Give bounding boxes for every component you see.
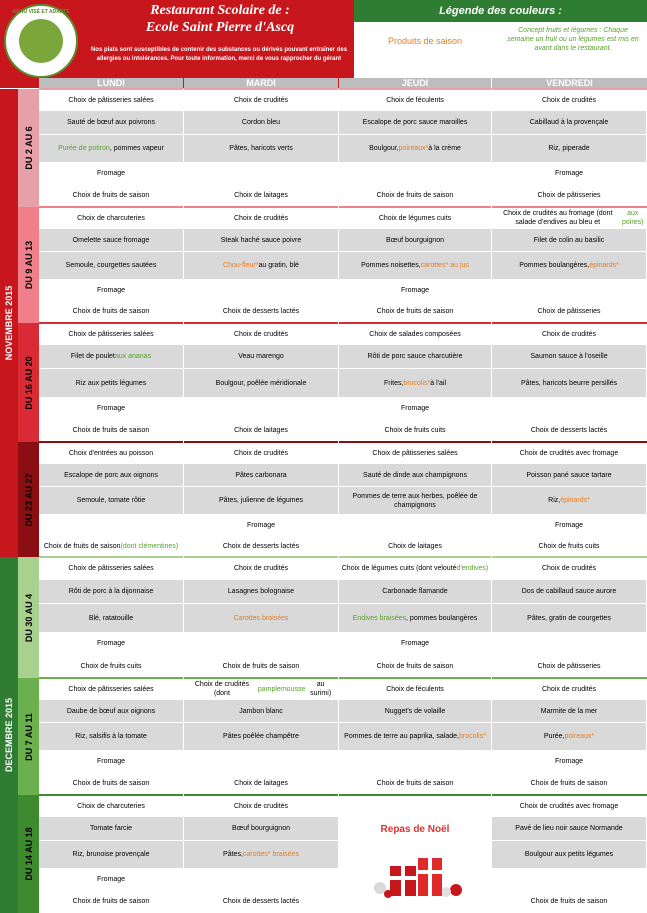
- column-divider: [183, 89, 184, 913]
- menu-item: [184, 163, 338, 183]
- menu-item: Choix de salades composées: [369, 330, 461, 338]
- menu-item: Saumon sauce à l'oseille: [492, 345, 646, 368]
- menu-item: Boulgour, poireaux* à la crème: [339, 135, 491, 162]
- menu-item: Purée, poireaux*: [492, 723, 646, 750]
- menu-item: Choix de desserts lactés: [530, 426, 608, 434]
- menu-item: Choix de pâtisseries salées: [68, 330, 154, 338]
- menu-item: Cordon bleu: [184, 111, 338, 134]
- menu-item: Dos de cabillaud sauce aurore: [492, 580, 646, 603]
- legend-saison: Produits de saison: [387, 36, 463, 46]
- menu-item: Choix de crudités avec fromage: [519, 449, 619, 457]
- legend-panel: [354, 0, 647, 88]
- menu-item: Choix de féculents: [386, 96, 444, 104]
- menu-item: Chou-fleur* au gratin, blé: [184, 252, 338, 279]
- menu-item: Choix de fruits de saison: [376, 779, 454, 787]
- menu-item: Choix de crudités: [233, 214, 289, 222]
- menu-item: Fromage: [96, 286, 125, 294]
- menu-item: Purée de potiron , pommes vapeur: [39, 135, 183, 162]
- menu-item: Pommes noisettes, carottes* au jus: [339, 252, 491, 279]
- logo-emblem-icon: [19, 19, 63, 63]
- menu-item: Riz aux petits légumes: [39, 369, 183, 397]
- menu-item: Pâtes, julienne de légumes: [184, 487, 338, 514]
- menu-item: Choix de légumes cuits (dont velouté d'endives): [341, 565, 489, 572]
- title-line-2: Ecole Saint Pierre d'Ascq: [145, 20, 295, 35]
- menu-item: Choix de crudités: [541, 96, 597, 104]
- menu-item: Choix de fruits de saison: [376, 308, 454, 315]
- menu-item: Pommes boulangères, épinards*: [492, 252, 646, 279]
- menu-item: Choix de fruits de saison: [72, 191, 150, 199]
- menu-item: Semoule, courgettes sautées: [39, 252, 183, 279]
- month-bar-decembre: [0, 557, 18, 913]
- menu-item: Choix de desserts lactés: [222, 897, 300, 905]
- menu-item: Fromage: [400, 404, 429, 412]
- week-label: [18, 442, 39, 557]
- week-label-text: DU 16 AU 20: [23, 355, 34, 410]
- menu-item: [184, 398, 338, 418]
- menu-item: Choix de charcuteries: [77, 214, 145, 222]
- menu-item: Choix de fruits cuits: [384, 426, 446, 434]
- menu-item: [184, 633, 338, 654]
- menu-item: Pavé de lieu noir sauce Normande: [492, 817, 646, 840]
- menu-item: Choix de laitages: [234, 426, 288, 434]
- week-label-text: DU 14 AU 18: [23, 827, 34, 881]
- menu-item: Daube de bœuf aux oignons: [39, 700, 183, 722]
- week-label-text: DU 30 AU 4: [23, 593, 34, 642]
- logo-text: MENU VISÉ ET ADAPTÉ: [12, 9, 70, 15]
- menu-item: Riz, brunoise provençale: [39, 841, 183, 868]
- menu-item: Fromage: [246, 521, 275, 529]
- month-label: NOVEMBRE 2015: [4, 285, 14, 361]
- christmas-gifts-icon: [368, 848, 468, 900]
- menu-item: Fromage: [554, 757, 583, 765]
- menu-item: Choix de fruits de saison: [72, 779, 150, 787]
- menu-item: Fromage: [96, 404, 125, 412]
- menu-item: Choix de charcuteries: [77, 802, 145, 810]
- menu-item: [39, 515, 183, 535]
- legend-title: Légende des couleurs :: [354, 0, 647, 22]
- menu-item: [184, 869, 338, 889]
- menu-item: Filet de colin au basilic: [492, 229, 646, 251]
- menu-item: Choix de fruits de saison: [376, 662, 454, 670]
- menu-item: Choix de pâtisseries salées: [68, 96, 154, 104]
- allergen-notice: Nos plats sont susceptibles de contenir des substances ou dérivés pouvant entraîner des allergies ou intolérances. Pour toute information, merci de vous rapprocher du gérant: [90, 47, 348, 62]
- menu-item: Pâtes, gratin de courgettes: [492, 604, 646, 632]
- menu-item: Marmite de la mer: [492, 700, 646, 722]
- menu-item: Choix de crudités avec fromage: [519, 802, 619, 810]
- menu-item: Choix de fruits de saison (dont clémentines): [43, 542, 179, 550]
- menu-item: Choix de crudités: [233, 802, 289, 810]
- menu-item: [492, 869, 646, 889]
- menu-item: [184, 751, 338, 771]
- menu-item: [492, 398, 646, 418]
- menu-item: Choix de fruits de saison: [72, 897, 150, 905]
- menu-item: Choix de fruits cuits: [538, 542, 600, 550]
- week-label-text: DU 9 AU 13: [23, 240, 34, 290]
- column-divider: [338, 89, 339, 913]
- month-bar-novembre: [0, 89, 18, 557]
- menu-item: Choix de desserts lactés: [222, 308, 300, 315]
- menu-item: Fromage: [96, 757, 125, 765]
- menu-item: Pâtes, carottes* braisées: [184, 841, 338, 868]
- menu-item: Jambon blanc: [184, 700, 338, 722]
- menu-item: Nugget's de volaille: [339, 700, 491, 722]
- menu-item: Cabillaud à la provençale: [492, 111, 646, 134]
- menu-item: Poisson pané sauce tartare: [492, 464, 646, 486]
- menu-item: Choix de laitages: [234, 779, 288, 787]
- title-line-1: Restaurant Scolaire de :: [150, 3, 290, 18]
- menu-item: Veau marengo: [184, 345, 338, 368]
- week-label: [18, 207, 39, 323]
- menu-item: Filet de poulet aux ananas: [39, 345, 183, 368]
- menu-item: Choix de crudités: [233, 330, 289, 338]
- menu-item: Choix de crudités: [541, 330, 597, 338]
- day-header-vendredi: VENDREDI: [492, 78, 647, 89]
- week-label: [18, 678, 39, 795]
- menu-item: Boulgour, poêlée méridionale: [184, 369, 338, 397]
- menu-item: Choix de crudités au fromage (dont salade d'endives au bleu et aux poires): [503, 210, 644, 226]
- menu-item: Choix de crudités: [233, 449, 289, 457]
- day-header-mardi: MARDI: [184, 78, 338, 89]
- menu-item: Carottes braisées: [184, 604, 338, 632]
- menu-item: Carbonade flamande: [339, 580, 491, 603]
- menu-item: Fromage: [96, 640, 125, 647]
- menu-item: Tomate farcie: [39, 817, 183, 840]
- menu-item: Rôti de porc à la dijonnaise: [39, 580, 183, 603]
- menu-item: Choix de crudités: [541, 565, 597, 572]
- menu-item: [492, 633, 646, 654]
- menu-item: Choix de desserts lactés: [222, 542, 300, 550]
- day-header-lundi: LUNDI: [39, 78, 183, 89]
- legend-concept: Concept fruits et légumes : Chaque semaine un fruit ou un légumes est mis en avant dans le restaurant.: [507, 27, 639, 52]
- menu-item: Pâtes, haricots beurre persillés: [492, 369, 646, 397]
- menu-item: Semoule, tomate rôtie: [39, 487, 183, 514]
- menu-item: Choix de pâtisseries: [537, 308, 601, 315]
- menu-item: [339, 163, 491, 183]
- menu-item: Endives braisées , pommes boulangères: [339, 604, 491, 632]
- menu-item: Pâtes poêlée champêtre: [184, 723, 338, 750]
- menu-item: Choix de laitages: [388, 542, 442, 550]
- menu-item: [492, 280, 646, 300]
- menu-item: Riz, piperade: [492, 135, 646, 162]
- menu-item: Pâtes carbonara: [184, 464, 338, 486]
- menu-item: Boulgour aux petits légumes: [492, 841, 646, 868]
- menu-item: Riz, épinards*: [492, 487, 646, 514]
- menu-item: Choix de pâtisseries salées: [372, 449, 458, 457]
- noel-title: Repas de Noël: [380, 824, 450, 835]
- month-label: DECEMBRE 2015: [4, 697, 14, 773]
- menu-item: Escalope de porc sauce maroilles: [339, 111, 491, 134]
- week-label-text: DU 7 AU 11: [23, 712, 34, 761]
- menu-item: Choix de pâtisseries: [537, 662, 601, 670]
- menu-item: Bœuf bourguignon: [339, 229, 491, 251]
- logo: [4, 4, 78, 78]
- menu-item: Choix de pâtisseries salées: [68, 685, 154, 693]
- menu-item: Omelette sauce fromage: [39, 229, 183, 251]
- menu-item: Choix de crudités: [541, 685, 597, 693]
- menu-item: Lasagnes bolognaise: [184, 580, 338, 603]
- week-label: [18, 557, 39, 678]
- menu-item: Steak haché sauce poivre: [184, 229, 338, 251]
- menu-item: Choix de crudités (dont pamplemousse au surimi): [194, 681, 332, 697]
- menu-item: Choix de fruits cuits: [80, 662, 142, 670]
- menu-item: Fromage: [554, 169, 583, 177]
- menu-item: Fromage: [96, 169, 125, 177]
- menu-item: Riz, salsifis à la tomate: [39, 723, 183, 750]
- menu-item: Choix de pâtisseries salées: [68, 565, 154, 572]
- menu-item: Choix de crudités: [233, 565, 289, 572]
- menu-item: Pommes de terre aux herbes, poêlée de champignons: [339, 487, 491, 514]
- menu-item: Sauté de dinde aux champignons: [339, 464, 491, 486]
- menu-item: Choix de fruits de saison: [530, 897, 608, 905]
- week-label-text: DU 23 AU 27: [23, 472, 34, 527]
- column-divider: [491, 89, 492, 913]
- menu-item: Choix de fruits de saison: [530, 779, 608, 787]
- restaurant-header: [0, 0, 354, 88]
- menu-item: Fromage: [554, 521, 583, 529]
- menu-item: [339, 515, 491, 535]
- menu-item: Choix de fruits de saison: [376, 191, 454, 199]
- page-title: [90, 2, 350, 36]
- day-header-jeudi: JEUDI: [339, 78, 491, 89]
- menu-item: Blé, ratatouille: [39, 604, 183, 632]
- menu-item: Sauté de bœuf aux poivrons: [39, 111, 183, 134]
- menu-item: Choix de laitages: [234, 191, 288, 199]
- week-label-text: DU 2 AU 6: [23, 126, 34, 170]
- menu-item: Choix de pâtisseries: [537, 191, 601, 199]
- menu-item: Frites, brocolis* à l'ail: [339, 369, 491, 397]
- menu-item: Choix de crudités: [233, 96, 289, 104]
- menu-item: Choix d'entrées au poisson: [68, 449, 154, 457]
- menu-item: Choix de féculents: [386, 685, 444, 693]
- menu-item: [184, 280, 338, 300]
- menu-item: [339, 751, 491, 771]
- week-label: [18, 323, 39, 442]
- week-label: [18, 89, 39, 207]
- menu-item: Rôti de porc sauce charcutière: [339, 345, 491, 368]
- menu-item: Bœuf bourguignon: [184, 817, 338, 840]
- menu-item: Fromage: [96, 875, 125, 883]
- menu-item: Choix de fruits de saison: [72, 308, 150, 315]
- menu-item: Escalope de porc aux oignons: [39, 464, 183, 486]
- week-label: [18, 795, 39, 913]
- menu-item: Choix de légumes cuits: [378, 214, 452, 222]
- menu-item: Fromage: [400, 286, 429, 294]
- menu-item: Choix de fruits de saison: [222, 662, 300, 670]
- menu-item: Pâtes, haricots verts: [184, 135, 338, 162]
- menu-item: Choix de fruits de saison: [72, 426, 150, 434]
- menu-item: Fromage: [400, 640, 429, 647]
- menu-item: Pommes de terre au paprika, salade, brocolis*: [339, 723, 491, 750]
